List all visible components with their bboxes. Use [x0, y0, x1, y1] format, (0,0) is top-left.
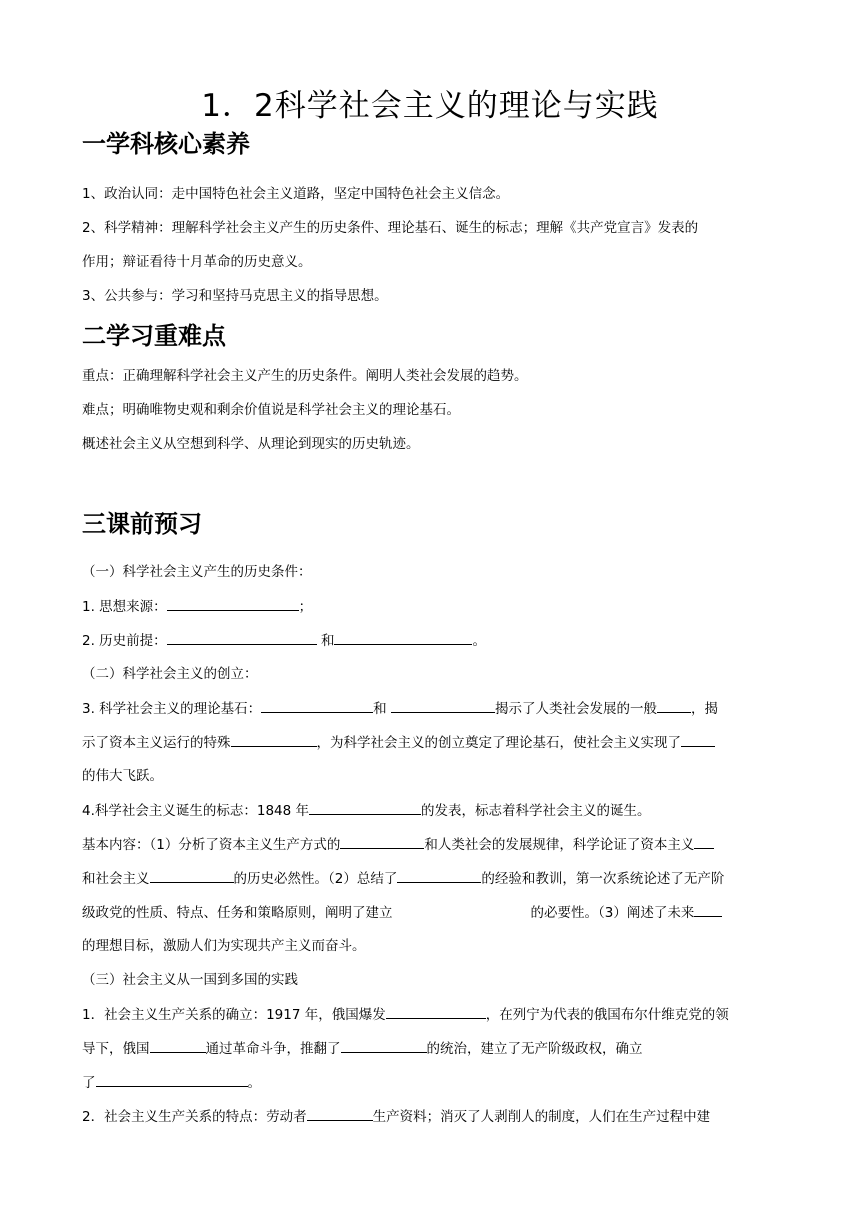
fill-blank[interactable] [167, 630, 317, 645]
question-line [82, 902, 782, 923]
subsection-title: （三）社会主义从一国到多国的实践 [82, 972, 298, 988]
fill-blank[interactable] [261, 698, 373, 713]
question-text: 的历史必然性。（2）总结了 [233, 871, 398, 887]
fill-blank[interactable] [150, 1038, 206, 1053]
fill-blank[interactable] [694, 834, 714, 849]
question-text: 4.科学社会主义诞生的标志：1848 年 [82, 803, 310, 819]
fill-blank[interactable] [341, 1038, 427, 1053]
paragraph-line: 概述社会主义从空想到科学、从理论到现实的历史轨迹。 [82, 436, 420, 452]
fill-blank[interactable] [386, 1004, 486, 1019]
question-text: 和社会主义 [82, 871, 150, 887]
question-text: 通过革命斗争，推翻了 [205, 1041, 341, 1057]
paragraph-line: 1、政治认同：走中国特色社会主义道路，坚定中国特色社会主义信念。 [82, 186, 510, 202]
question-text: ，在列宁为代表的俄国布尔什维克党的领 [485, 1007, 729, 1023]
question-text: 1. 思想来源： [82, 599, 167, 615]
question-text: 基本内容：（1）分析了资本主义生产方式的 [82, 837, 341, 853]
question-line [82, 834, 782, 855]
fill-blank[interactable] [694, 902, 722, 917]
question-text: 和 [373, 701, 391, 717]
section-heading-key-points: 二学习重难点 [82, 322, 226, 350]
question-line [82, 1004, 782, 1025]
question-text: 的发表，标志着科学社会主义的诞生。 [421, 803, 651, 819]
fill-blank[interactable] [96, 1072, 248, 1087]
question-text: 2．社会主义生产关系的特点：劳动者 [82, 1109, 307, 1125]
question-line [82, 732, 782, 753]
question-text: 的必要性。（3）阐述了未来 [530, 905, 695, 921]
question-text: 和 [316, 633, 335, 649]
question-text: ，为科学社会主义的创立奠定了理论基石，使社会主义实现了 [316, 735, 681, 751]
question-line [82, 630, 782, 651]
question-line [82, 1072, 782, 1093]
question-text: 2. 历史前提： [82, 633, 167, 649]
question-text: 的经验和教训，第一次系统论述了无产阶 [481, 871, 725, 887]
section-heading-preview: 三课前预习 [82, 510, 202, 538]
question-text: 揭示了人类社会发展的一般 [494, 701, 657, 717]
paragraph-line: 3、公共参与：学习和坚持马克思主义的指导思想。 [82, 288, 388, 304]
paragraph-line: 重点：正确理解科学社会主义产生的历史条件。阐明人类社会发展的趋势。 [82, 368, 528, 384]
paragraph-line: 难点；明确唯物史观和剩余价值说是科学社会主义的理论基石。 [82, 402, 460, 418]
question-text: 。 [247, 1075, 261, 1091]
question-text: 生产资料；消灭了人剥削人的制度，人们在生产过程中建 [372, 1109, 711, 1125]
question-line: 的理想目标，激励人们为实现共产主义而奋斗。 [82, 938, 366, 954]
question-text: 1．社会主义生产关系的确立：1917 年，俄国爆发 [82, 1007, 386, 1023]
fill-blank[interactable] [307, 1106, 373, 1121]
question-text: 导下，俄国 [82, 1041, 150, 1057]
question-text: ； [298, 599, 313, 615]
question-text: 3. 科学社会主义的理论基石： [82, 701, 262, 717]
fill-blank[interactable] [150, 868, 234, 883]
question-text: 的统治，建立了无产阶级政权，确立 [426, 1041, 643, 1057]
question-line: 的伟大飞跃。 [82, 768, 163, 784]
fill-blank[interactable] [391, 698, 495, 713]
paragraph-line: 2、科学精神：理解科学社会主义产生的历史条件、理论基石、诞生的标志；理解《共产党宣言》发表的 [82, 220, 699, 236]
question-line [82, 1106, 782, 1127]
question-line [82, 868, 782, 889]
fill-blank[interactable] [397, 868, 481, 883]
question-text: ，揭 [690, 701, 718, 717]
page-title: 1．2科学社会主义的理论与实践 [201, 88, 659, 124]
question-text: 示了资本主义运行的特殊 [82, 735, 231, 751]
question-text: 级政党的性质、特点、任务和策略原则，阐明了建立 [82, 905, 393, 921]
paragraph-line: 作用；辩证看待十月革命的历史意义。 [82, 254, 312, 270]
fill-blank[interactable] [231, 732, 317, 747]
question-text: 和人类社会的发展规律，科学论证了资本主义 [424, 837, 695, 853]
fill-blank[interactable] [334, 630, 472, 645]
section-heading-core-literacy: 一学科核心素养 [82, 130, 250, 158]
question-line [82, 1038, 782, 1059]
subsection-title: （二）科学社会主义的创立： [82, 666, 258, 682]
fill-blank[interactable] [309, 800, 421, 815]
fill-blank[interactable] [657, 698, 691, 713]
question-line [82, 698, 782, 719]
subsection-title: （一）科学社会主义产生的历史条件： [82, 564, 312, 580]
question-line [82, 596, 782, 617]
fill-blank[interactable] [167, 596, 299, 611]
fill-blank[interactable] [681, 732, 715, 747]
fill-blank[interactable] [340, 834, 424, 849]
question-text: 了 [82, 1075, 96, 1091]
question-line [82, 800, 782, 821]
question-text: 。 [472, 633, 486, 649]
